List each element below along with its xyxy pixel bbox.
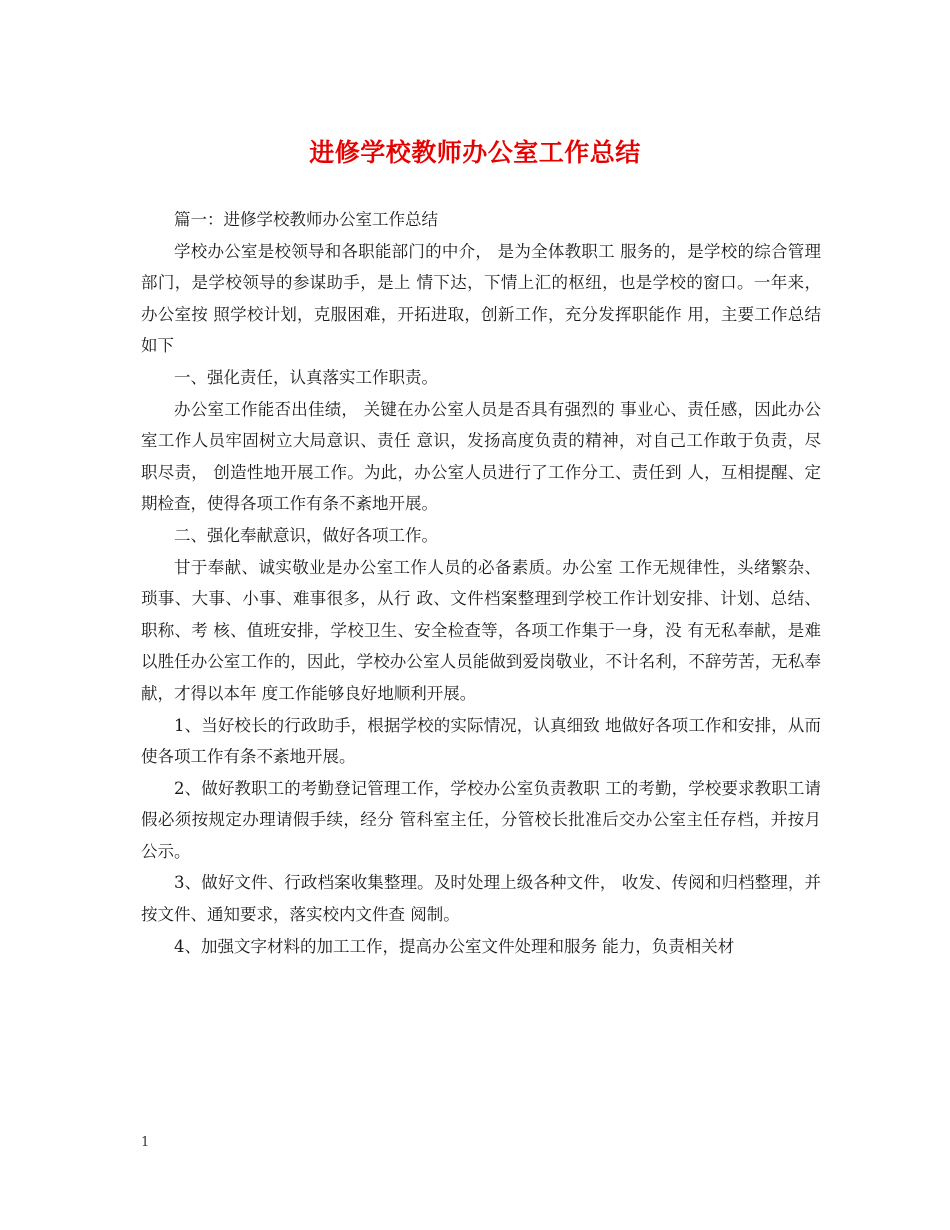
paragraph-section-label: 篇一：进修学校教师办公室工作总结 bbox=[174, 210, 438, 229]
list-item-3: 3、做好文件、行政档案收集整理。及时处理上级各种文件， 收发、传阅和归档整理，并按文件、通知要求，落实校内文件查 阅制。 bbox=[141, 873, 821, 925]
list-item-4: 4、加强文字材料的加工工作，提高办公室文件处理和服务 能力，负责相关材 bbox=[174, 936, 735, 956]
list-item-1: 1、当好校长的行政助手，根据学校的实际情况，认真细致 地做好各项工作和安排，从而使各项工作有条不紊地开展。 bbox=[141, 715, 821, 767]
heading-section-one: 一、强化责任，认真落实工作职责。 bbox=[174, 367, 438, 387]
page-number: 1 bbox=[141, 1135, 150, 1150]
document-body bbox=[141, 204, 821, 962]
list-item-2: 2、做好教职工的考勤登记管理工作，学校办公室负责教职 工的考勤，学校要求教职工请假必须按规定办理请假手续，经分 管科室主任，分管校长批准后交办公室主任存档，并按月公示。 bbox=[141, 778, 821, 861]
heading-section-two: 二、强化奉献意识，做好各项工作。 bbox=[174, 525, 438, 545]
paragraph-intro: 学校办公室是校领导和各职能部门的中介， 是为全体教职工 服务的，是学校的综合管理部门，是学校领导的参谋助手，是上 情下达，下情上汇的枢纽，也是学校的窗口。一年来，办公室按 照学校计划，克服困难，开拓进取，创新工作，充分发挥职能作 用，主要工作总结如下 bbox=[141, 241, 821, 356]
page-title: 进修学校教师办公室工作总结 bbox=[309, 138, 641, 167]
paragraph-responsibility: 办公室工作能否出佳绩， 关键在办公室人员是否具有强烈的 事业心、责任感，因此办公室工作人员牢固树立大局意识、责任 意识，发扬高度负责的精神，对自己工作敢于负责，尽职尽责， 创造性地开展工作。为此，办公室人员进行了工作分工、责任到 人，互相提醒、定期检查，使得各项工作有条不紊地开展。 bbox=[141, 399, 821, 514]
paragraph-dedication: 甘于奉献、诚实敬业是办公室工作人员的必备素质。办公室 工作无规律性，头绪繁杂、琐事、大事、小事、难事很多，从行 政、文件档案整理到学校工作计划安排、计划、总结、职称、考 核、值班安排，学校卫生、安全检查等，各项工作集于一身，没 有无私奉献，是难以胜任办公室工作的，因此，学校办公室人员能做到爱岗敬业，不计名利，不辞劳苦，无私奉献，才得以本年 度工作能够良好地顺利开展。 bbox=[141, 557, 821, 703]
